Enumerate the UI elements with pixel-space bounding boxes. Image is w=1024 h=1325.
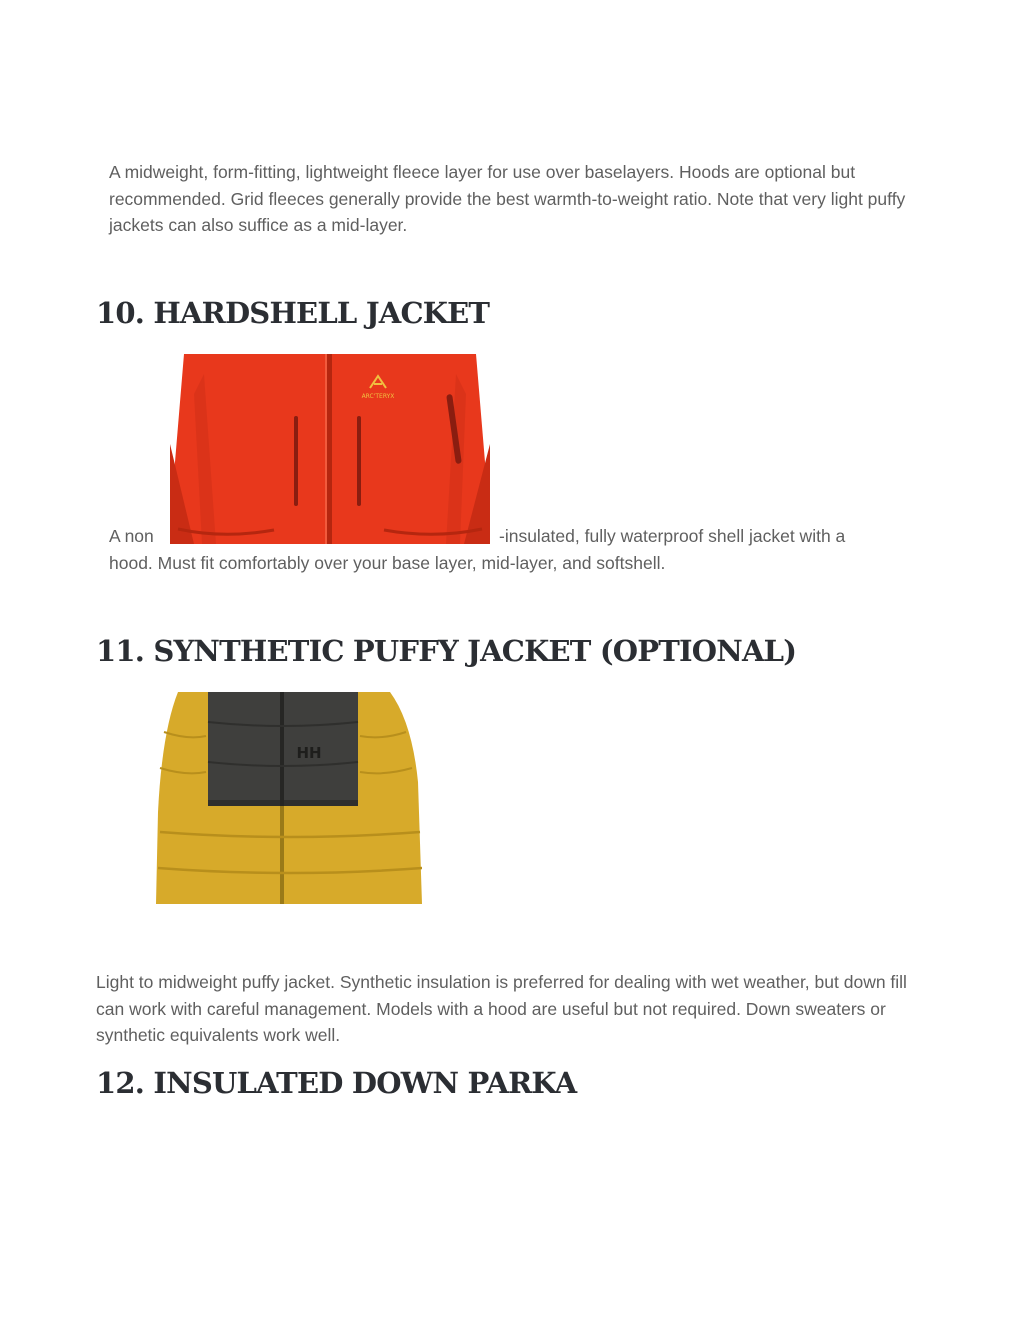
midlayer-description: A midweight, form-fitting, lightweight fleece layer for use over baselayers. Hoods are optional but recommended. Grid fleeces generally provide the best warmth-to-weight ratio. Note that very light puffy jackets can also suffice as a mid-layer. [109,162,906,235]
hh-logo-icon: HH [296,744,322,762]
hardshell-heading: 10. HARDSHELL JACKET [96,296,490,330]
synthetic-puffy-description: Light to midweight puffy jacket. Synthetic insulation is preferred for dealing with wet weather, but down fill can work with careful management. Models with a hood are useful but not required. Down sweaters or synthetic equivalents work well. [96,972,907,1045]
hardshell-text-line2: hood. Must fit comfortably over your base layer, mid-layer, and softshell. [109,553,666,573]
synthetic-puffy-heading: 11. SYNTHETIC PUFFY JACKET (OPTIONAL) [96,634,797,668]
down-parka-heading: 12. INSULATED DOWN PARKA [96,1066,577,1100]
red-hardshell-jacket-icon [164,354,496,544]
hardshell-text-after: -insulated, fully waterproof shell jacket with a [499,526,846,546]
synthetic-puffy-jacket-image [100,692,474,904]
yellow-black-puffy-jacket-icon [100,692,474,904]
hardshell-text-before: A non [109,526,154,546]
hardshell-jacket-image [164,354,496,544]
svg-text:ARC'TERYX: ARC'TERYX [361,393,395,400]
